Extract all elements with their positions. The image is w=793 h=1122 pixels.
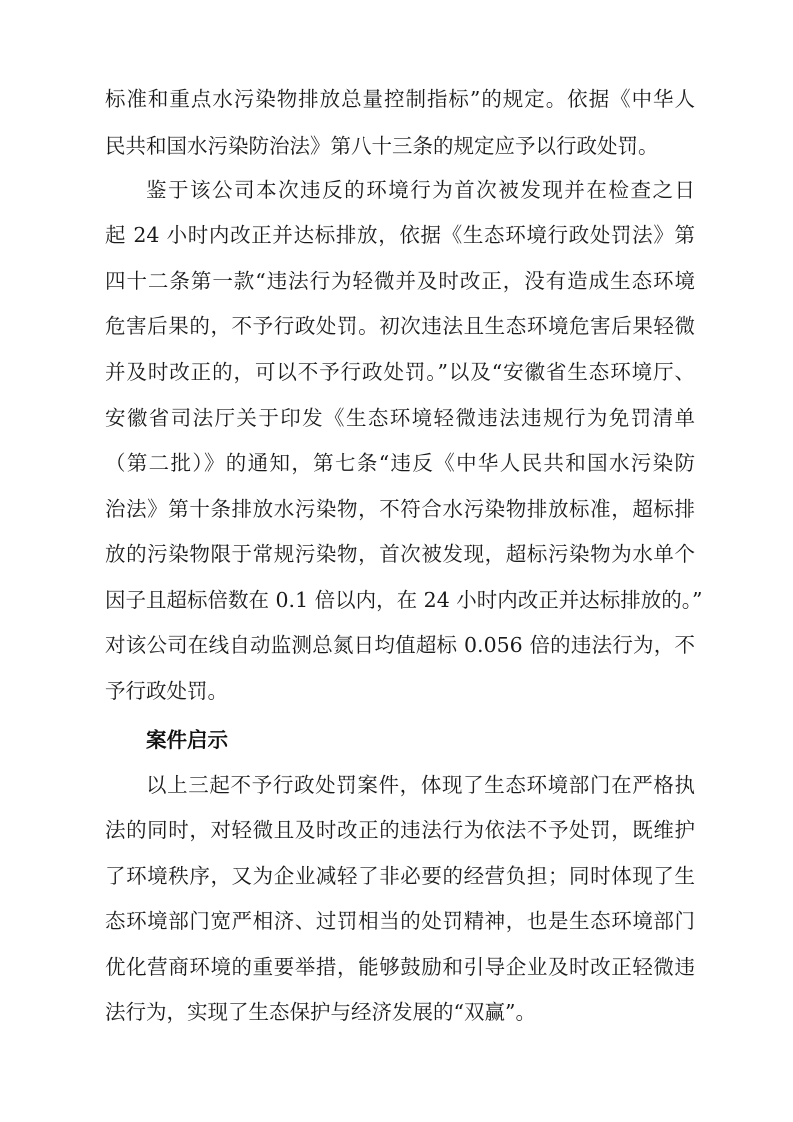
paragraph2-line-12: 予行政处罚。 (105, 679, 228, 703)
paragraph2-line-7: （第二批）》的通知，第七条“违反《中华人民共和国水污染防 (105, 451, 695, 475)
paragraph2-line-3: 四十二条第一款“违法行为轻微并及时改正，没有造成生态环境 (105, 269, 695, 293)
section-line-5: 优化营商环境的重要举措，能够鼓励和引导企业及时改正轻微违 (105, 955, 695, 979)
paragraph2-line-8: 治法》第十条排放水污染物，不符合水污染物排放标准，超标排 (105, 497, 695, 521)
paragraph2-line-4: 危害后果的，不予行政处罚。初次违法且生态环境危害后果轻微 (105, 314, 695, 338)
section-line-3: 了环境秩序，又为企业减轻了非必要的经营负担；同时体现了生 (105, 864, 695, 888)
paragraph2-line-9: 放的污染物限于常规污染物，首次被发现，超标污染物为水单个 (105, 542, 695, 566)
paragraph1-line-2: 民共和国水污染防治法》第八十三条的规定应予以行政处罚。 (105, 134, 659, 158)
section-heading: 案件启示 (146, 728, 228, 752)
section-line-4: 态环境部门宽严相济、过罚相当的处罚精神，也是生态环境部门 (105, 909, 695, 933)
paragraph2-line-10: 因子且超标倍数在 0.1 倍以内，在 24 小时内改正并达标排放的。” (105, 588, 703, 612)
section-line-2: 法的同时，对轻微且及时改正的违法行为依法不予处罚，既维护 (105, 818, 695, 842)
paragraph1-line-1: 标准和重点水污染物排放总量控制指标”的规定。依据《中华人 (105, 87, 695, 111)
paragraph2-line-11: 对该公司在线自动监测总氮日均值超标 0.056 倍的违法行为，不 (105, 633, 695, 657)
section-line-6: 法行为，实现了生态保护与经济发展的“双赢”。 (105, 1000, 536, 1024)
paragraph2-line-2: 起 24 小时内改正并达标排放，依据《生态环境行政处罚法》第 (105, 223, 695, 247)
section-line-1: 以上三起不予行政处罚案件，体现了生态环境部门在严格执 (146, 773, 695, 797)
paragraph2-line-5: 并及时改正的，可以不予行政处罚。”以及“安徽省生态环境厅、 (105, 360, 695, 384)
paragraph2-line-6: 安徽省司法厅关于印发《生态环境轻微违法违规行为免罚清单 (105, 406, 695, 430)
paragraph2-line-1: 鉴于该公司本次违反的环境行为首次被发现并在检查之日 (146, 178, 695, 202)
